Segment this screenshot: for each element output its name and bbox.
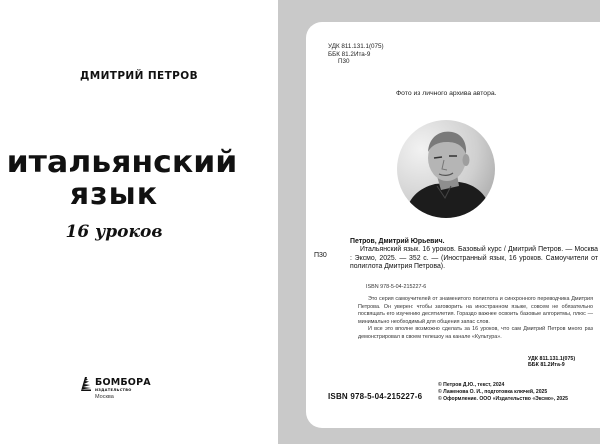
bibliographic-record xyxy=(350,238,598,272)
author-mark: П30 xyxy=(338,58,350,66)
photo-caption: Фото из личного архива автора. xyxy=(396,90,497,97)
udk-block-bottom xyxy=(528,356,575,369)
book-subtitle: 16 уроков xyxy=(65,222,163,242)
book-title-line1: итальянский xyxy=(6,145,238,180)
annotation xyxy=(358,296,593,341)
copyright-line: © Петров Д.Ю., текст, 2024 xyxy=(438,382,505,388)
bib-description xyxy=(350,246,598,271)
copyright-line: © Оформление. ООО «Издательство «Эксмо», 2025 xyxy=(438,395,568,402)
udk-block-top xyxy=(328,43,384,66)
bib-author: Петров, Дмитрий Юрьевич. xyxy=(350,238,445,245)
bib-author-mark: П30 xyxy=(314,252,327,259)
publisher-tagline: ИЗДАТЕЛЬСТВО xyxy=(95,388,132,392)
publisher-name: БОМБОРА xyxy=(95,377,151,388)
left-page-title xyxy=(0,0,278,444)
annotation-paragraph: Это серия самоучителей от знаменитого полиглота и синхронного переводчика Дмитрия Петрова. Он уверен: чтобы заговорить на иностранном языке, совсем не обязательно посвящать его изучению десятилетия. Гораздо важнее освоить базовые алгоритмы, плюс — минимально необходимый для общения запас слов. xyxy=(358,296,593,325)
udk-code: УДК 811.131.1(075) xyxy=(528,356,576,362)
author-photo xyxy=(397,120,495,218)
copyright-block xyxy=(438,382,568,403)
portrait-image xyxy=(397,120,495,218)
bombora-figure-icon xyxy=(80,377,92,391)
author-name: ДМИТРИЙ ПЕТРОВ xyxy=(79,70,199,82)
isbn-large: ISBN 978-5-04-215227-6 xyxy=(328,392,423,401)
publisher-block xyxy=(80,377,180,417)
annotation-paragraph: И все это вполне возможно сделать за 16 уроков, что сам Дмитрий Петров много раз демонстрировал в своем телешоу на канале «Культура». xyxy=(358,326,593,340)
udk-code: УДК 811.131.1(075) xyxy=(328,43,384,50)
publisher-city: Москва xyxy=(95,394,114,400)
bbk-code: ББК 81.2Ита-9 xyxy=(328,50,371,58)
bbk-code: ББК 81.2Ита-9 xyxy=(528,362,565,369)
bib-description-text: Итальянский язык. 16 уроков. Базовый курс / Дмитрий Петров. — Москва : Эксмо, 2025. — 352 с. — (Иностранный язык, 16 уроков. Самоучители от полиглота Дмитрия Петрова). xyxy=(350,246,598,271)
isbn-small: ISBN 978-5-04-215227-6 xyxy=(366,284,427,290)
book-title-line2: язык xyxy=(69,177,159,212)
copyright-line: © Лаженова О. И., подготовка ключей, 2025 xyxy=(438,388,548,395)
right-page-imprint xyxy=(306,22,600,428)
